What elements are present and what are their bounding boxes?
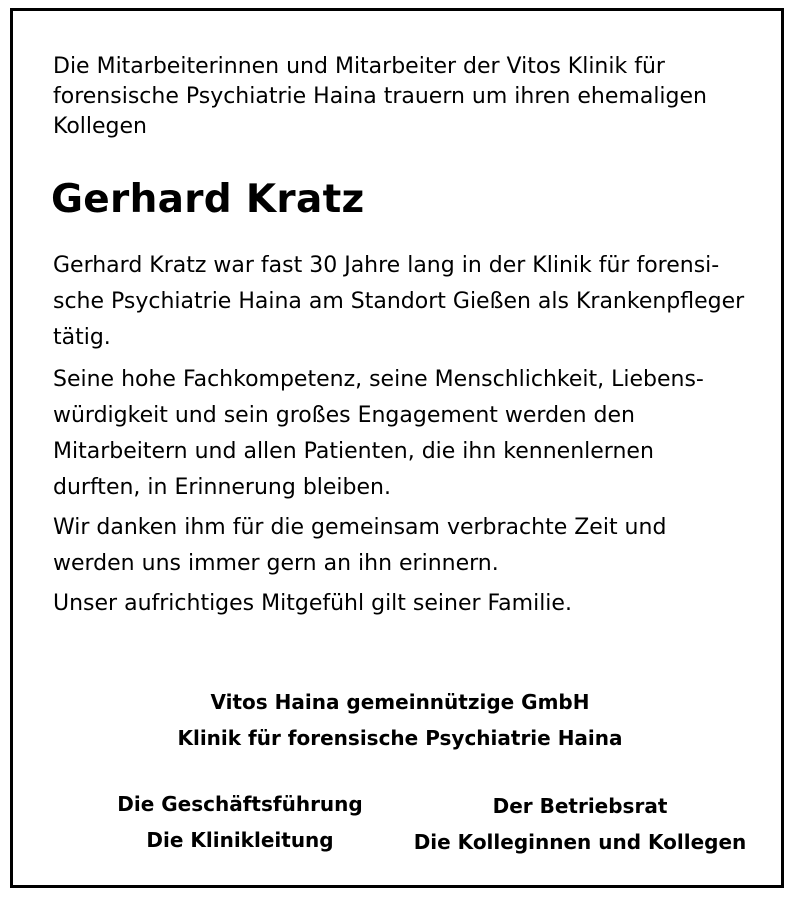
signature-clinic-leadership: Die Klinikleitung (146, 828, 334, 852)
signature-block-staff (390, 788, 770, 860)
paragraph-career: Gerhard Kratz war fast 30 Jahre lang in der Klinik für forensi- sche Psychiatrie Haina am Standort Gießen als Krankenpfleger tätig. (53, 253, 745, 350)
organization-name: Vitos Haina gemeinnützige GmbH (210, 690, 590, 714)
paragraph-thanks: Wir danken ihm für die gemeinsam verbrachte Zeit und werden uns immer gern an ihn erinnern. (53, 515, 667, 576)
signature-management: Die Geschäftsführung (117, 792, 363, 816)
signature-colleagues: Die Kolleginnen und Kollegen (413, 830, 747, 854)
paragraph-tribute: Seine hohe Fachkompetenz, seine Menschlichkeit, Liebens- würdigkeit und sein großes Engagement werden den Mitarbeitern und allen Patienten, die ihn kennenlernen durften, in Erinnerung bleiben. (53, 367, 704, 500)
signature-works-council: Der Betriebsrat (492, 794, 668, 818)
deceased-name: Gerhard Kratz (51, 177, 365, 222)
signature-block-management (60, 786, 420, 858)
intro-text: Die Mitarbeiterinnen und Mitarbeiter der Vitos Klinik für forensische Psychiatrie Haina trauern um ihren ehemaligen Kollegen (53, 54, 707, 139)
clinic-name: Klinik für forensische Psychiatrie Haina (177, 726, 623, 750)
paragraph-condolence: Unser aufrichtiges Mitgefühl gilt seiner Familie. (53, 591, 572, 616)
